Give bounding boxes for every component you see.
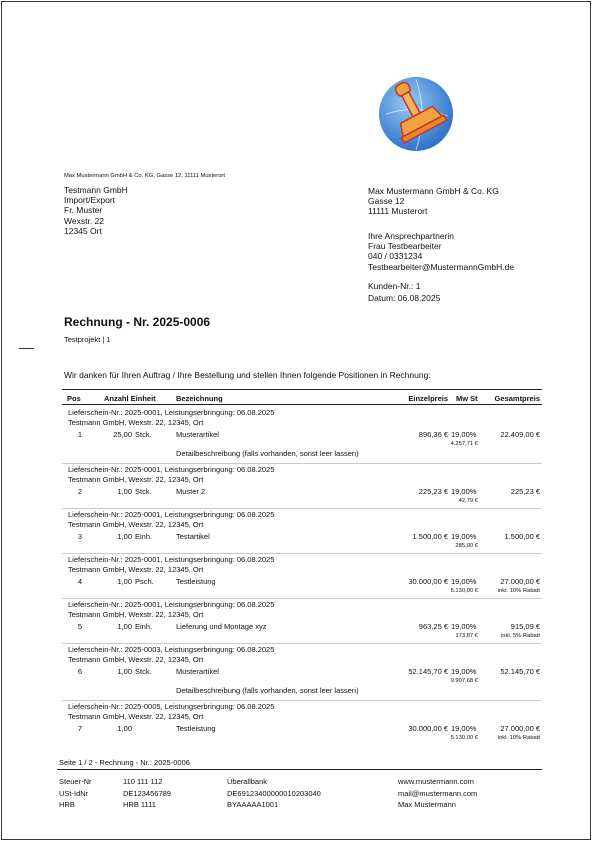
- row-discount-note: inkl. 5% Rabatt: [501, 632, 540, 639]
- stamp-globe-logo: [376, 74, 456, 154]
- table-header-rule: [62, 404, 542, 405]
- row-total: 52.145,70 €: [500, 667, 540, 676]
- row-description: Testleistung: [176, 577, 216, 586]
- row-pos: 6: [77, 667, 82, 676]
- row-qty: 1,00: [117, 532, 132, 541]
- contact-heading: Ihre Ansprechpartnerin: [368, 231, 454, 241]
- row-discount-note: inkl. 10% Rabatt: [497, 734, 540, 741]
- row-total: 27.000,00 €: [500, 724, 540, 733]
- recipient-line: 12345 Ort: [64, 225, 102, 236]
- recipient-line: Testmann GmbH: [64, 185, 128, 195]
- row-qty: 25,00: [113, 430, 132, 439]
- row-pos: 3: [77, 532, 82, 541]
- row-unit: Einh.: [135, 532, 153, 541]
- footer-value: 110 111 112: [123, 777, 163, 786]
- row-address: Testmann GmbH, Wexstr. 22, 12345, Ort: [68, 474, 204, 484]
- row-divider: [62, 463, 542, 464]
- row-address: Testmann GmbH, Wexstr. 22, 12345, Ort: [68, 654, 204, 664]
- recipient-line: Wexstr. 22: [64, 215, 104, 226]
- row-divider: [62, 508, 542, 509]
- row-vat-rate: 19,00%: [451, 667, 477, 676]
- row-unit-price: 1.500,00 €: [412, 532, 448, 541]
- row-total: 27.000,00 €: [500, 577, 540, 586]
- row-discount-note: inkl. 10% Rabatt: [497, 587, 540, 594]
- contact-phone: 040 / 0331234: [368, 251, 423, 262]
- recipient-address: [64, 185, 128, 236]
- row-pos: 2: [77, 487, 82, 496]
- row-description: Testartikel: [176, 532, 210, 541]
- company-line: Gasse 12: [368, 196, 405, 207]
- col-header-price: Einzelpreis: [408, 394, 448, 403]
- row-vat-amount: 4.257,71 €: [450, 440, 478, 447]
- col-header-qty: Anzahl Einheit: [104, 394, 156, 403]
- row-delivery-note: Lieferschein-Nr.: 2025-0001, Leistungserbringung: 06.08.2025: [68, 555, 275, 564]
- page-footer: Seite 1 / 2 - Rechnung - Nr.: 2025-0006: [59, 758, 190, 767]
- row-total: 915,09 €: [510, 622, 540, 631]
- row-unit: Stck.: [135, 487, 152, 496]
- row-vat-amount: 42,79 €: [458, 497, 478, 504]
- footer-bic: BYAAAAA1001: [227, 800, 279, 809]
- row-unit-price: 30.000,00 €: [408, 724, 448, 733]
- company-line: 11111 Musterort: [368, 206, 428, 217]
- row-description: Muster 2: [176, 487, 206, 496]
- row-delivery-note: Lieferschein-Nr.: 2025-0005, Leistungserbringung: 06.08.2025: [68, 702, 275, 711]
- row-qty: 1,00: [117, 577, 132, 586]
- row-unit-price: 225,23 €: [418, 487, 448, 496]
- row-divider: [62, 553, 542, 554]
- row-description: Musterartikel: [176, 430, 219, 439]
- row-unit-price: 30.000,00 €: [408, 577, 448, 586]
- contact-block: [368, 231, 514, 272]
- row-pos: 5: [77, 622, 82, 631]
- row-total: 225,23 €: [510, 487, 540, 496]
- row-divider: [62, 700, 542, 701]
- contact-email: Testbearbeiter@MustermannGmbH.de: [368, 261, 515, 272]
- stamp-icon: [376, 74, 456, 154]
- footer-bank-name: Überallbank: [227, 777, 268, 786]
- company-address: [368, 186, 499, 217]
- footer-label: Steuer-Nr: [59, 777, 92, 786]
- col-header-desc: Bezeichnung: [176, 394, 223, 403]
- row-description: Testleistung: [176, 724, 216, 733]
- project-line: Testprojekt | 1: [64, 335, 111, 344]
- row-description: Musterartikel: [176, 667, 219, 676]
- footer-label: USt-IdNr: [59, 788, 89, 798]
- footer-value: HRB 1111: [123, 800, 156, 809]
- row-unit-price: 896,36 €: [418, 430, 448, 439]
- footer-iban: DE69123400000010203040: [227, 788, 321, 798]
- row-qty: 1,00: [117, 487, 132, 496]
- row-qty: 1,00: [117, 622, 132, 631]
- recipient-line: Import/Export: [64, 195, 116, 206]
- footer-col-bank: [227, 776, 321, 811]
- sender-line: Max Mustermann GmbH & Co. KG, Gasse 12, 11111 Musterort: [64, 173, 225, 179]
- row-vat-amount: 5.130,00 €: [450, 734, 478, 741]
- row-delivery-note: Lieferschein-Nr.: 2025-0001, Leistungserbringung: 06.08.2025: [68, 510, 275, 519]
- footer-col-contact: [398, 776, 477, 811]
- table-top-rule: [62, 389, 542, 390]
- footer-col-values: [123, 776, 171, 811]
- row-vat-amount: 173,87 €: [455, 632, 478, 639]
- row-vat-rate: 19,00%: [451, 724, 477, 733]
- row-vat-rate: 19,00%: [451, 430, 477, 439]
- recipient-line: Fr. Muster: [64, 205, 103, 216]
- row-vat-rate: 19,00%: [451, 577, 477, 586]
- row-pos: 4: [77, 577, 82, 586]
- row-address: Testmann GmbH, Wexstr. 22, 12345, Ort: [68, 417, 204, 427]
- row-detail-description: Detailbeschreibung (falls vorhanden, sonst leer lassen): [176, 686, 359, 695]
- invoice-date: Datum: 06.08.2025: [368, 293, 441, 303]
- footer-col-labels: [59, 776, 92, 811]
- row-unit: Psch.: [135, 577, 154, 586]
- row-divider: [62, 598, 542, 599]
- col-header-total: Gesamtpreis: [494, 394, 540, 403]
- row-delivery-note: Lieferschein-Nr.: 2025-0003, Leistungserbringung: 06.08.2025: [68, 645, 275, 654]
- customer-number: Kunden-Nr.: 1: [368, 281, 421, 291]
- row-description: Lieferung und Montage xyz: [176, 622, 267, 631]
- row-delivery-note: Lieferschein-Nr.: 2025-0001, Leistungserbringung: 06.08.2025: [68, 408, 275, 417]
- footer-rule: [57, 769, 542, 770]
- row-vat-amount: 285,00 €: [455, 542, 478, 549]
- row-qty: 1,00: [117, 724, 132, 733]
- row-vat-rate: 19,00%: [451, 487, 477, 496]
- row-unit-price: 963,25 €: [418, 622, 448, 631]
- company-line: Max Mustermann GmbH & Co. KG: [368, 186, 499, 196]
- row-address: Testmann GmbH, Wexstr. 22, 12345, Ort: [68, 609, 204, 619]
- fold-mark: [19, 348, 34, 349]
- row-vat-amount: 5.130,00 €: [450, 587, 478, 594]
- footer-email[interactable]: mail@mustermann.com: [398, 788, 478, 798]
- row-vat-amount: 9.907,68 €: [450, 677, 478, 684]
- col-header-pos: Pos: [67, 394, 81, 403]
- footer-value: DE123456789: [123, 788, 171, 798]
- footer-label: HRB: [59, 800, 75, 809]
- row-qty: 1,00: [117, 667, 132, 676]
- row-address: Testmann GmbH, Wexstr. 22, 12345, Ort: [68, 711, 204, 721]
- row-unit: Stck.: [135, 667, 152, 676]
- footer-website[interactable]: www.mustermann.com: [398, 777, 474, 786]
- row-pos: 1: [77, 430, 82, 439]
- row-delivery-note: Lieferschein-Nr.: 2025-0001, Leistungserbringung: 06.08.2025: [68, 600, 275, 609]
- row-unit-price: 52.145,70 €: [408, 667, 448, 676]
- row-address: Testmann GmbH, Wexstr. 22, 12345, Ort: [68, 519, 204, 529]
- invoice-page: [1, 1, 591, 840]
- row-total: 1.500,00 €: [504, 532, 540, 541]
- row-total: 22.409,00 €: [500, 430, 540, 439]
- invoice-title: Rechnung - Nr. 2025-0006: [64, 315, 211, 329]
- row-vat-rate: 19,00%: [451, 532, 477, 541]
- row-divider: [62, 643, 542, 644]
- row-address: Testmann GmbH, Wexstr. 22, 12345, Ort: [68, 564, 204, 574]
- row-detail-description: Detailbeschreibung (falls vorhanden, sonst leer lassen): [176, 449, 359, 458]
- row-delivery-note: Lieferschein-Nr.: 2025-0001, Leistungserbringung: 06.08.2025: [68, 465, 275, 474]
- contact-name: Frau Testbearbeiter: [368, 241, 442, 252]
- row-unit: Einh.: [135, 622, 153, 631]
- col-header-vat: Mw St: [456, 394, 478, 403]
- row-unit: Stck.: [135, 430, 152, 439]
- row-pos: 7: [77, 724, 82, 733]
- row-vat-rate: 19,00%: [451, 622, 477, 631]
- footer-owner: Max Mustermann: [398, 800, 456, 809]
- intro-text: Wir danken für Ihren Auftrag / Ihre Bestellung und stellen Ihnen folgende Positionen in Rechnung:: [64, 370, 431, 380]
